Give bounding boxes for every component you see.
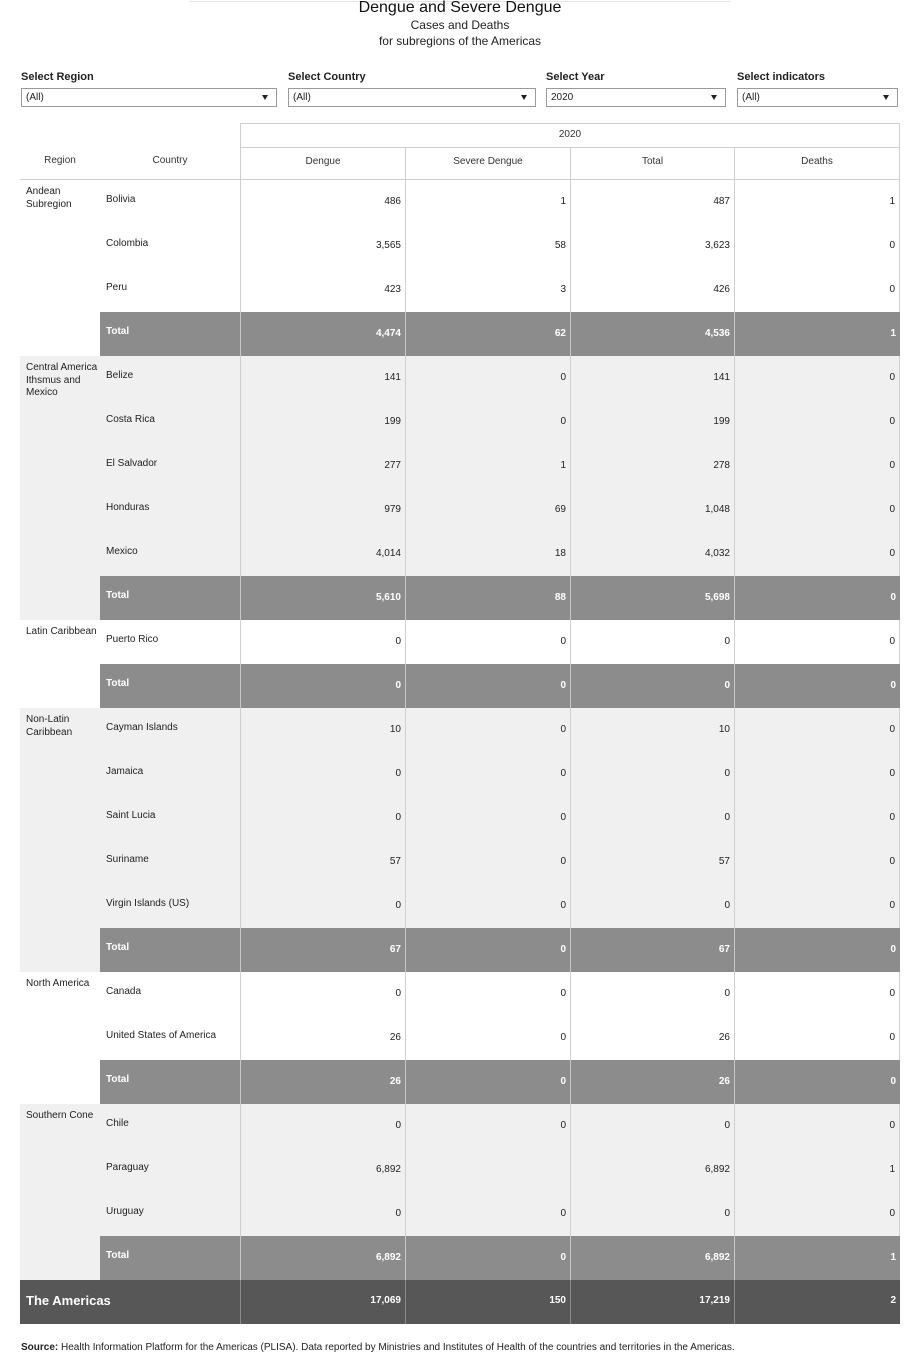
dengue-cell: 0 [240, 796, 405, 840]
deaths-cell: 0 [734, 620, 900, 664]
column-header-total[interactable]: Total [570, 147, 734, 180]
country-cell: Colombia [106, 238, 149, 249]
severe-cell: 0 [405, 620, 570, 664]
table-row[interactable] [100, 1148, 900, 1192]
subtotal-severe-cell: 62 [405, 312, 570, 356]
subtotal-total-cell: 5,698 [570, 576, 734, 620]
total-cell: 3,623 [570, 224, 734, 268]
deaths-cell: 1 [734, 1148, 900, 1192]
total-cell: 4,032 [570, 532, 734, 576]
table-row[interactable] [100, 356, 900, 400]
grand-total-deaths-cell: 2 [734, 1280, 900, 1324]
subtotal-row [100, 312, 900, 356]
dengue-cell: 423 [240, 268, 405, 312]
deaths-cell: 0 [734, 796, 900, 840]
region-label: Southern Cone [20, 1104, 100, 1280]
filter-indicators-label: Select indicators [737, 71, 826, 83]
year-select[interactable] [546, 88, 726, 107]
table-row[interactable] [100, 224, 900, 268]
subtotal-deaths-cell: 0 [734, 664, 900, 708]
column-header-region[interactable]: Region [44, 155, 76, 166]
table-row[interactable] [100, 180, 900, 224]
subtotal-deaths-cell: 1 [734, 312, 900, 356]
chevron-down-icon [883, 95, 889, 100]
country-cell: Virgin Islands (US) [106, 898, 190, 909]
filter-region [21, 70, 277, 107]
region-select-value: (All) [26, 92, 44, 103]
grand-total-dengue-cell: 17,069 [240, 1280, 405, 1324]
severe-cell: 0 [405, 752, 570, 796]
subtotal-dengue-cell: 5,610 [240, 576, 405, 620]
severe-cell: 0 [405, 356, 570, 400]
subtotal-row [100, 1236, 900, 1280]
dengue-cell: 0 [240, 1104, 405, 1148]
country-cell: Honduras [106, 502, 150, 513]
country-cell: United States of America [106, 1030, 217, 1041]
subtotal-severe-cell: 0 [405, 928, 570, 972]
total-cell: 6,892 [570, 1148, 734, 1192]
dengue-cell: 141 [240, 356, 405, 400]
country-cell: Canada [106, 986, 142, 997]
table-row[interactable] [100, 752, 900, 796]
subtotal-deaths-cell: 1 [734, 1236, 900, 1280]
table-row[interactable] [100, 840, 900, 884]
country-cell: Puerto Rico [106, 634, 159, 645]
table-row[interactable] [100, 532, 900, 576]
deaths-cell: 0 [734, 356, 900, 400]
total-cell: 10 [570, 708, 734, 752]
filter-year-label: Select Year [546, 71, 605, 83]
dengue-cell: 10 [240, 708, 405, 752]
region-label: Central America Ithsmus and Mexico [20, 356, 100, 620]
table-row[interactable] [100, 488, 900, 532]
deaths-cell: 0 [734, 1192, 900, 1236]
total-cell: 141 [570, 356, 734, 400]
filter-year [546, 70, 726, 107]
total-cell: 0 [570, 620, 734, 664]
dengue-cell: 4,014 [240, 532, 405, 576]
country-cell: Jamaica [106, 766, 144, 777]
year-select-value: 2020 [551, 92, 574, 103]
subtotal-total-cell: 6,892 [570, 1236, 734, 1280]
indicators-select[interactable] [737, 88, 898, 107]
severe-cell [405, 1148, 570, 1192]
dengue-cell: 0 [240, 620, 405, 664]
severe-cell: 0 [405, 1016, 570, 1060]
deaths-cell: 0 [734, 400, 900, 444]
country-cell: Cayman Islands [106, 722, 178, 733]
severe-cell: 18 [405, 532, 570, 576]
total-cell: 0 [570, 1192, 734, 1236]
subtotal-row [100, 1060, 900, 1104]
subtotal-dengue-cell: 26 [240, 1060, 405, 1104]
subtotal-label: Total [106, 942, 130, 953]
dengue-cell: 6,892 [240, 1148, 405, 1192]
severe-cell: 1 [405, 180, 570, 224]
subtotal-total-cell: 67 [570, 928, 734, 972]
total-cell: 26 [570, 1016, 734, 1060]
table-row[interactable] [100, 884, 900, 928]
subtotal-total-cell: 0 [570, 664, 734, 708]
table-row[interactable] [100, 268, 900, 312]
grand-total-row [20, 1280, 900, 1324]
country-cell: Paraguay [106, 1162, 149, 1173]
year-header: 2020 [240, 123, 900, 147]
chevron-down-icon [711, 95, 717, 100]
column-header-severe-dengue[interactable]: Severe Dengue [405, 147, 570, 180]
source-label: Source: [21, 1342, 59, 1353]
deaths-cell: 0 [734, 1104, 900, 1148]
deaths-cell: 0 [734, 532, 900, 576]
total-cell: 0 [570, 1104, 734, 1148]
page-subtitle: Cases and Deaths [410, 18, 510, 32]
country-cell: Peru [106, 282, 128, 293]
chevron-down-icon [521, 95, 527, 100]
subtotal-deaths-cell: 0 [734, 928, 900, 972]
subtotal-total-cell: 26 [570, 1060, 734, 1104]
column-header-country[interactable]: Country [152, 155, 188, 166]
dengue-cell: 277 [240, 444, 405, 488]
severe-cell: 69 [405, 488, 570, 532]
table-row[interactable] [100, 620, 900, 664]
severe-cell: 0 [405, 400, 570, 444]
chevron-down-icon [262, 95, 268, 100]
table-row[interactable] [100, 708, 900, 752]
country-cell: Costa Rica [106, 414, 155, 425]
severe-cell: 0 [405, 884, 570, 928]
severe-cell: 58 [405, 224, 570, 268]
source-text: Health Information Platform for the Americas (PLISA). Data reported by Ministries and Institutes of Health of the countries and territories in the Americas. [58, 1342, 735, 1353]
subtotal-row [100, 576, 900, 620]
total-cell: 57 [570, 840, 734, 884]
total-cell: 487 [570, 180, 734, 224]
total-cell: 0 [570, 796, 734, 840]
severe-cell: 0 [405, 708, 570, 752]
subtotal-label: Total [106, 1074, 130, 1085]
deaths-cell: 0 [734, 884, 900, 928]
subtotal-dengue-cell: 6,892 [240, 1236, 405, 1280]
severe-cell: 1 [405, 444, 570, 488]
subtotal-label: Total [106, 1250, 130, 1261]
severe-cell: 0 [405, 1192, 570, 1236]
dengue-cell: 26 [240, 1016, 405, 1060]
dengue-cell: 3,565 [240, 224, 405, 268]
grand-total-severe-cell: 150 [405, 1280, 570, 1324]
dengue-cell: 0 [240, 972, 405, 1016]
table-row[interactable] [100, 972, 900, 1016]
subtotal-severe-cell: 0 [405, 1060, 570, 1104]
country-cell: Mexico [106, 546, 138, 557]
table-row[interactable] [100, 1016, 900, 1060]
dengue-cell: 0 [240, 884, 405, 928]
severe-cell: 0 [405, 972, 570, 1016]
subtotal-severe-cell: 0 [405, 664, 570, 708]
title-block [190, 0, 730, 49]
deaths-cell: 0 [734, 708, 900, 752]
total-cell: 1,048 [570, 488, 734, 532]
subtotal-severe-cell: 88 [405, 576, 570, 620]
grand-total-total-cell: 17,219 [570, 1280, 734, 1324]
country-cell: Uruguay [106, 1206, 144, 1217]
dengue-cell: 0 [240, 752, 405, 796]
dengue-cell: 199 [240, 400, 405, 444]
total-cell: 426 [570, 268, 734, 312]
deaths-cell: 1 [734, 180, 900, 224]
column-header-dengue[interactable]: Dengue [240, 147, 405, 180]
subtotal-label: Total [106, 326, 130, 337]
total-cell: 0 [570, 972, 734, 1016]
region-label: Andean Subregion [20, 180, 100, 356]
deaths-cell: 0 [734, 1016, 900, 1060]
subtotal-label: Total [106, 678, 130, 689]
total-cell: 278 [570, 444, 734, 488]
subtotal-row [100, 928, 900, 972]
region-label: Latin Caribbean [20, 620, 100, 708]
filter-indicators [737, 70, 898, 107]
country-cell: Belize [106, 370, 134, 381]
table-row[interactable] [100, 796, 900, 840]
subtotal-total-cell: 4,536 [570, 312, 734, 356]
subtotal-dengue-cell: 4,474 [240, 312, 405, 356]
total-cell: 0 [570, 752, 734, 796]
deaths-cell: 0 [734, 840, 900, 884]
indicators-select-value: (All) [742, 92, 760, 103]
deaths-cell: 0 [734, 752, 900, 796]
table-row[interactable] [100, 1192, 900, 1236]
country-select[interactable] [288, 88, 536, 107]
region-select[interactable] [21, 88, 277, 107]
dengue-cell: 979 [240, 488, 405, 532]
deaths-cell: 0 [734, 972, 900, 1016]
total-cell: 0 [570, 884, 734, 928]
table-row[interactable] [100, 444, 900, 488]
country-cell: Bolivia [106, 194, 136, 205]
deaths-cell: 0 [734, 488, 900, 532]
table-row[interactable] [100, 400, 900, 444]
column-header-deaths[interactable]: Deaths [734, 147, 900, 180]
filter-country-label: Select Country [288, 71, 366, 83]
severe-cell: 3 [405, 268, 570, 312]
country-cell: Saint Lucia [106, 810, 156, 821]
severe-cell: 0 [405, 1104, 570, 1148]
subtotal-deaths-cell: 0 [734, 1060, 900, 1104]
dengue-cell: 57 [240, 840, 405, 884]
subtotal-deaths-cell: 0 [734, 576, 900, 620]
severe-cell: 0 [405, 796, 570, 840]
deaths-cell: 0 [734, 268, 900, 312]
dengue-cell: 0 [240, 1192, 405, 1236]
deaths-cell: 0 [734, 224, 900, 268]
country-select-value: (All) [293, 92, 311, 103]
subtotal-dengue-cell: 0 [240, 664, 405, 708]
page-subtitle-2: for subregions of the Americas [378, 34, 542, 48]
table-row[interactable] [100, 1104, 900, 1148]
subtotal-severe-cell: 0 [405, 1236, 570, 1280]
total-cell: 199 [570, 400, 734, 444]
filter-region-label: Select Region [21, 71, 94, 83]
source-note [21, 1342, 735, 1353]
country-cell: El Salvador [106, 458, 158, 469]
subtotal-row [100, 664, 900, 708]
severe-cell: 0 [405, 840, 570, 884]
country-cell: Suriname [106, 854, 149, 865]
grand-total-label: The Americas [26, 1293, 111, 1308]
region-label: Non-Latin Caribbean [20, 708, 100, 972]
subtotal-dengue-cell: 67 [240, 928, 405, 972]
deaths-cell: 0 [734, 444, 900, 488]
page-title: Dengue and Severe Dengue [358, 0, 562, 16]
filter-country [288, 70, 536, 107]
subtotal-label: Total [106, 590, 130, 601]
dengue-cell: 486 [240, 180, 405, 224]
country-cell: Chile [106, 1118, 129, 1129]
region-label: North America [20, 972, 100, 1104]
